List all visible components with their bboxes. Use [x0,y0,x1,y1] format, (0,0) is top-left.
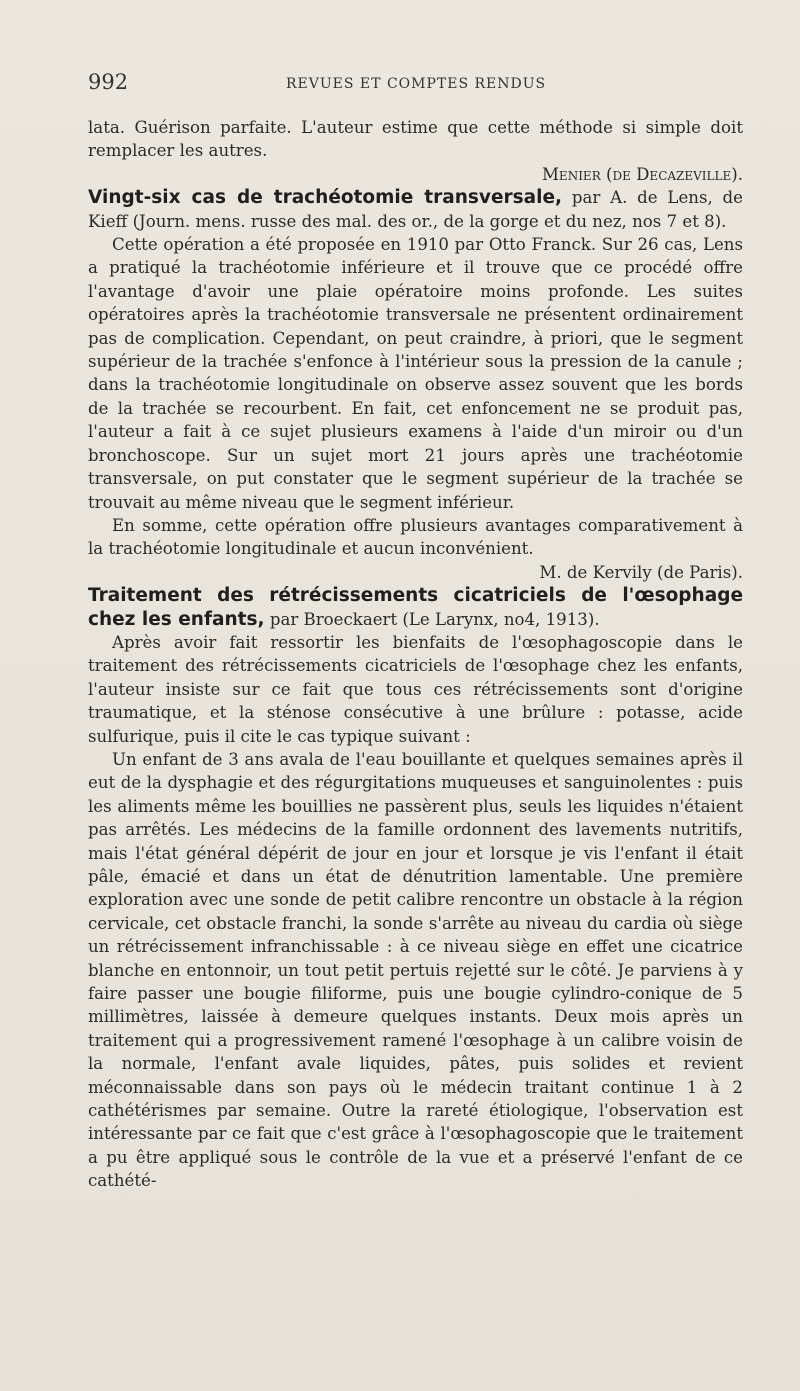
page-number: 992 [88,70,129,94]
paragraph: En somme, cette opération offre plusieurs avantages comparativement à la trachéotomie longitudinale et aucun inconvénient. [88,515,743,559]
paragraph-continuation: lata. Guérison parfaite. L'auteur estime que cette méthode si simple doit remplacer les autres. [88,118,743,161]
article-heading-oesophage [88,584,743,631]
article-heading-tracheotomie [88,186,743,233]
paragraph: Cette opération a été proposée en 1910 par Otto Franck. Sur 26 cas, Lens a pratiqué la trachéotomie inférieure et il trouve que ce procédé offre l'avantage d'avoir une plaie opératoire moins profonde. Les suites opératoires après la trachéotomie transversale ne présentent ordinairement pas de complication. Cependant, on peut craindre, à priori, que le segment supérieur de la trachée s'enfonce à l'intérieur sous la pression de la canule ; dans la trachéotomie longitudinale on observe assez souvent que les bords de la trachée se recourbent. En fait, cet enfoncement ne se produit pas, l'auteur a fait à ce sujet plusieurs examens à l'aide d'un miroir ou d'un bronchoscope. Sur un sujet mort 21 jours après une trachéotomie transversale, on put constater que le segment supérieur de la trachée se trouvait au même niveau que le segment inférieur. [88,235,743,512]
page-header [88,70,738,100]
running-head: REVUES ET COMPTES RENDUS [286,76,547,92]
paragraph: Après avoir fait ressortir les bienfaits de l'œsophagoscopie dans le traitement des rétrécissements cicatriciels de l'œsophage chez les enfants, l'auteur insiste sur ce fait que tous ces rétrécissements sont d'origine traumatique, et la sténose consécutive à une brûlure : potasse, acide sulfurique, puis il cite le cas typique suivant : [88,632,743,746]
paragraph: Un enfant de 3 ans avala de l'eau bouillante et quelques semaines après il eut de la dysphagie et des régurgitations muqueuses et sanguinolentes : puis les aliments même les bouillies ne passèrent plus, seuls les liquides n'étaient pas arrêtés. Les médecins de la famille ordonnent des lavements nutritifs, mais l'état général dépérit de jour en jour et lorsque je vis l'enfant il était pâle, émacié et dans un état de dénutrition lamentable. Une première exploration avec une sonde de petit calibre rencontre un obstacle à la région cervicale, cet obstacle franchi, la sonde s'arrête au niveau du cardia où siège un rétrécissement infranchissable : à ce niveau siège en effet une cicatrice blanche en entonnoir, un tout petit pertuis rejetté sur le côté. Je parviens à y faire passer une bougie filiforme, puis une bougie cylindro-conique de 5 millimètres, laissée à demeure quelques instants. Deux mois après un traitement qui a progressivement ramené l'œsophage à un calibre voisin de la normale, l'enfant avale liquides, pâtes, puis solides et revient méconnaissable dans son pays où le médecin traitant continue 1 à 2 cathétérismes par semaine. Outre la rareté étiologique, l'observation est intéressante par ce fait que c'est grâce à l'œsophagoscopie que le traitement a pu être appliqué sous le contrôle de la vue et a préservé l'enfant de ce cathété- [88,749,743,1191]
author-signature-kervily: M. de Kervily (de Paris). [539,562,743,582]
page-body [88,116,743,1193]
article-citation: par Broeckaert (Le Larynx, no4, 1913). [269,609,600,629]
author-signature-menier: Menier (de Decazeville). [541,164,743,184]
article-title: Vingt-six cas de trachéotomie transversale, [88,187,563,209]
article-citation: par A. de Lens, de Kieff (Journ. mens. russe des mal. des or., de la gorge et du nez, nos 7 et 8). [88,188,743,231]
article-title: Traitement des rétrécissements cicatriciels de l'œsophage chez les enfants, [88,585,743,630]
